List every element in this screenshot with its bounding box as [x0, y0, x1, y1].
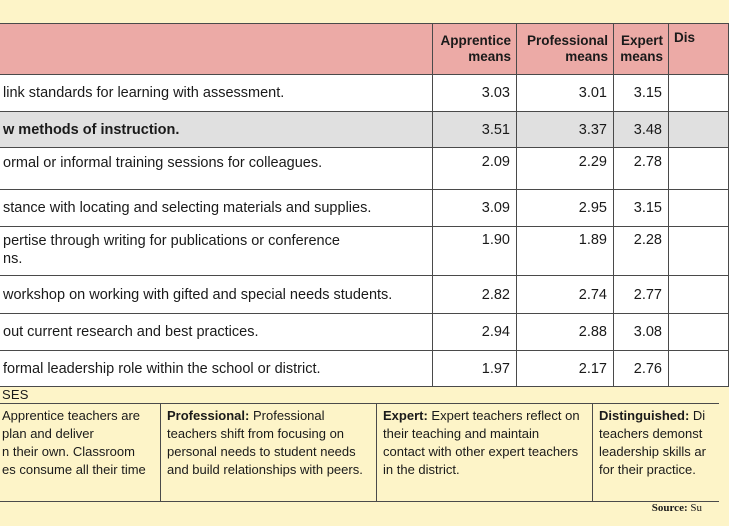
phase-line: leadership skills ar [599, 444, 706, 459]
row-item: link standards for learning with assessment. [0, 75, 433, 112]
table-row [0, 314, 729, 351]
expert-value: 2.76 [614, 351, 669, 387]
professional-value: 2.95 [517, 190, 614, 227]
professional-means-header: Professional means [517, 24, 614, 75]
phase-line [167, 407, 370, 425]
phase-line: their teaching and maintain [383, 426, 540, 441]
professional-value: 2.74 [517, 276, 614, 314]
phase-title: Expert: [383, 408, 428, 423]
table-row [0, 276, 729, 314]
expert-value: 3.08 [614, 314, 669, 351]
professional-value: 3.01 [517, 75, 614, 112]
expert-value: 2.78 [614, 148, 669, 190]
phase-line: teachers demonst [599, 426, 703, 441]
expert-value: 3.48 [614, 112, 669, 148]
professional-value: 3.37 [517, 112, 614, 148]
phases-legend [0, 403, 719, 502]
expert-means-header: Expert means [614, 24, 669, 75]
phase-line: Apprentice teachers are [2, 408, 141, 423]
phase-apprentice [0, 404, 160, 501]
row-item-line-2: ns. [3, 251, 23, 267]
row-item: ormal or informal training sessions for colleagues. [0, 148, 433, 190]
row-item-line-1: pertise through writing for publications or conference [3, 233, 340, 249]
expert-value: 2.28 [614, 227, 669, 276]
apprentice-value: 3.09 [433, 190, 517, 227]
table-row [0, 351, 729, 387]
phase-text: Expert teachers reflect on [431, 408, 580, 423]
expert-value: 3.15 [614, 190, 669, 227]
table-row [0, 75, 729, 112]
row-item: formal leadership role within the school or district. [0, 351, 433, 387]
phase-title: Distinguished: [599, 408, 690, 423]
phase-text: Di [692, 408, 706, 423]
phase-line: es consume all their time [2, 462, 146, 477]
row-item [0, 227, 433, 276]
distinguished-value [669, 314, 729, 351]
phase-line: teachers shift from focusing on [167, 426, 345, 441]
row-item: stance with locating and selecting materials and supplies. [0, 190, 433, 227]
phase-line: for their practice. [599, 462, 696, 477]
apprentice-means-header: Apprentice means [433, 24, 517, 75]
distinguished-value [669, 227, 729, 276]
phase-professional [160, 404, 376, 501]
table-row [0, 190, 729, 227]
table-row [0, 227, 729, 276]
phase-expert [376, 404, 592, 501]
table-header-row [0, 24, 729, 75]
professional-value: 2.17 [517, 351, 614, 387]
source-note [652, 502, 702, 514]
distinguished-value [669, 75, 729, 112]
means-table [0, 23, 729, 387]
phase-line: contact with other expert teachers [383, 444, 579, 459]
distinguished-value [669, 276, 729, 314]
phase-distinguished [592, 404, 719, 501]
phase-line: n their own. Classroom [2, 444, 135, 459]
distinguished-means-header: Dis [669, 24, 729, 75]
source-text: Su [690, 502, 702, 514]
table-row [0, 148, 729, 190]
expert-value: 2.77 [614, 276, 669, 314]
row-item: workshop on working with gifted and special needs students. [0, 276, 433, 314]
apprentice-value: 2.09 [433, 148, 517, 190]
phase-line: personal needs to student needs [167, 444, 356, 459]
professional-value: 1.89 [517, 227, 614, 276]
professional-value: 2.88 [517, 314, 614, 351]
phase-title: Professional: [167, 408, 250, 423]
apprentice-value: 2.82 [433, 276, 517, 314]
professional-value: 2.29 [517, 148, 614, 190]
distinguished-value [669, 190, 729, 227]
phases-label: SES [2, 387, 29, 402]
expert-value: 3.15 [614, 75, 669, 112]
source-label: Source: [651, 502, 688, 514]
phase-line [599, 407, 713, 425]
apprentice-value: 3.51 [433, 112, 517, 148]
apprentice-value: 3.03 [433, 75, 517, 112]
distinguished-value [669, 112, 729, 148]
table-row [0, 112, 729, 148]
row-item: w methods of instruction. [0, 112, 433, 148]
apprentice-value: 1.97 [433, 351, 517, 387]
phase-line [383, 407, 586, 425]
item-header [0, 24, 433, 75]
phase-line: and build relationships with peers. [167, 462, 363, 477]
phase-text: Professional [252, 408, 325, 423]
distinguished-value [669, 148, 729, 190]
distinguished-value [669, 351, 729, 387]
phase-line: in the district. [383, 462, 460, 477]
apprentice-value: 2.94 [433, 314, 517, 351]
apprentice-value: 1.90 [433, 227, 517, 276]
row-item: out current research and best practices. [0, 314, 433, 351]
phase-line: plan and deliver [2, 426, 94, 441]
